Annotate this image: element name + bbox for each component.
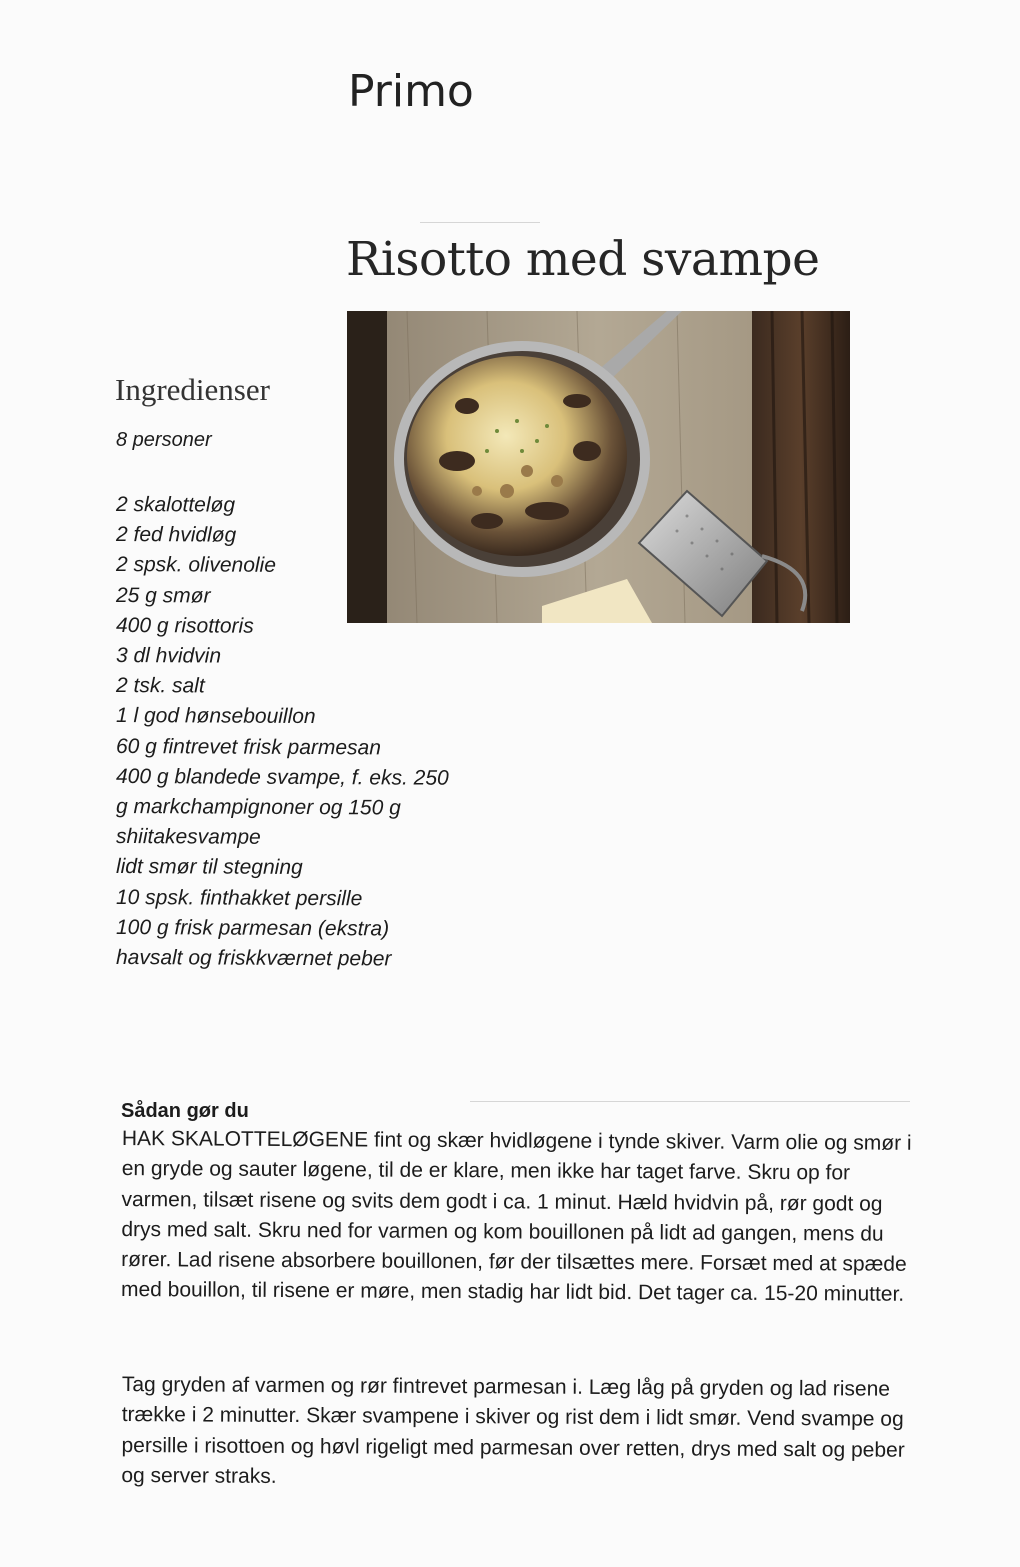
method-divider <box>470 1101 910 1102</box>
method-heading: Sådan gør du <box>121 1100 249 1122</box>
ingredient-item: 100 g frisk parmesan (ekstra) <box>115 915 390 941</box>
ingredient-item: 25 g smør <box>115 583 211 608</box>
ingredient-item: 2 tsk. salt <box>115 674 205 698</box>
ingredient-item: havsalt og friskkværnet peber <box>115 946 392 971</box>
ingredients-heading: Ingredienser <box>115 372 270 407</box>
ingredient-item: 400 g risottoris <box>115 613 254 638</box>
ingredient-item: 2 fed hvidløg <box>115 523 237 547</box>
section-title: Primo <box>348 66 474 117</box>
ingredient-list <box>116 490 516 973</box>
divider <box>420 222 540 223</box>
ingredient-item: 2 skalotteløg <box>115 493 236 517</box>
servings-label: 8 personer <box>116 429 212 451</box>
method-paragraph: HAK SKALOTTELØGENE fint og skær hvidløgene i tynde skiver. Varm olie og smør i en gryde og sauter løgene, til de er klare, men ikke har taget farve. Skru op for varmen, tilsæt risene og svits dem godt i ca. 1 minut. Hæld hvidvin på, rør godt og drys med salt. Skru ned for varmen og kom bouillonen på lidt ad gangen, mens du rører. Lad risene absorbere bouillonen, før der tilsættes mere. Forsæt med at spæde med bouillon, til risene er møre, men stadig har lidt bid. Det tager ca. 15-20 minutter. <box>120 1127 912 1307</box>
ingredient-item: 10 spsk. finthakket persille <box>115 885 363 910</box>
ingredient-item: 400 g blandede svampe, f. eks. 250 <box>115 764 449 790</box>
recipe-title: Risotto med svampe <box>346 232 820 287</box>
ingredient-item: 1 l god hønsebouillon <box>115 704 316 729</box>
ingredient-item: g markchampignoner og 150 g <box>115 795 401 820</box>
ingredient-item: lidt smør til stegning <box>115 855 303 880</box>
ingredient-item: 60 g fintrevet frisk parmesan <box>115 734 382 760</box>
ingredient-item: 2 spsk. olivenolie <box>115 553 276 578</box>
method-paragraph: Tag gryden af varmen og rør fintrevet parmesan i. Læg låg på gryden og lad risene trække i 2 minutter. Skær svampene i skiver og rist dem i lidt smør. Vend svampe og persille i risottoen og høvl rigeligt med parmesan over retten, drys med salt og peber og server straks. <box>121 1373 905 1488</box>
ingredient-item: shiitakesvampe <box>115 825 261 849</box>
ingredient-item: 3 dl hvidvin <box>115 644 222 668</box>
